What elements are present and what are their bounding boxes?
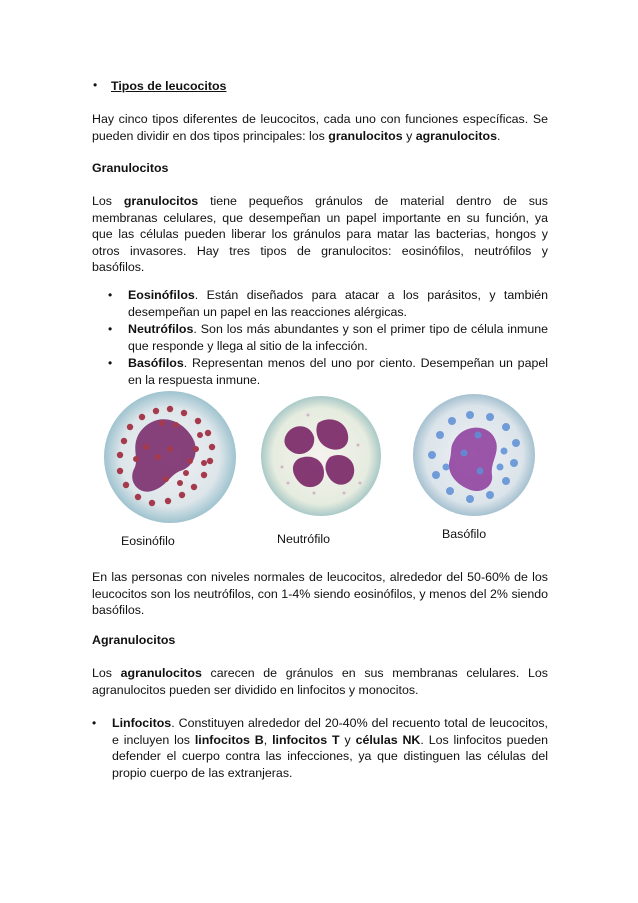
item-text-1: . Constituyen alrededor del 20-40% del recuento total de leucocitos, e incluyen los — [112, 716, 548, 747]
caption-basofilo: Basófilo — [442, 527, 487, 541]
item-text: . Representan menos del uno por ciento. Desempeñan un papel en la respuesta inmune. — [128, 356, 548, 387]
intro-text-2: y — [402, 128, 416, 143]
item-name: Neutrófilos — [128, 322, 194, 336]
gran-text-2: tiene pequeños gránulos de material dentro de sus membranas celulares, que desempeñan un papel importante en su función, ya que las células pueden liberar los gránulos para matar las bacterias, hongos y otros invasores. Hay tres tipos de granulocitos: eosinófilos, neutrófilos y basófilos. — [92, 194, 548, 274]
agran-bold: agranulocitos — [120, 666, 202, 680]
list-item-basofilos — [108, 355, 548, 388]
agranulocitos-list — [92, 715, 548, 781]
bullet-icon: • — [108, 288, 113, 302]
intro-bold-agranulocitos: agranulocitos — [415, 128, 497, 143]
intro-text-3: . — [496, 128, 501, 143]
bullet-icon: • — [108, 322, 113, 336]
eosinophil-image — [100, 387, 240, 527]
item-bold-linfocitos-b: linfocitos B — [194, 732, 264, 747]
intro-bold-granulocitos: granulocitos — [328, 128, 403, 143]
heading-agranulocitos: Agranulocitos — [92, 633, 176, 647]
item-text-2: , — [263, 732, 273, 747]
list-item-eosinofilos — [108, 287, 548, 320]
item-bold-celulas-nk: células NK — [355, 732, 421, 747]
intro-text-1: Hay cinco tipos diferentes de leucocitos, cada uno con funciones específicas. Se pueden dividir en dos tipos principales: los — [92, 112, 548, 143]
item-bold-linfocitos-t: linfocitos T — [272, 732, 340, 747]
bullet-icon: • — [92, 716, 97, 730]
heading-granulocitos: Granulocitos — [92, 161, 169, 175]
section-title: Tipos de leucocitos — [111, 79, 227, 93]
item-text-3: y — [339, 732, 356, 747]
bullet-icon: • — [108, 356, 113, 370]
item-text-4: . Los linfocitos pueden defender el cuerpo contra las infecciones, ya que distinguen las células del propio cuerpo de las extranjeras. — [112, 732, 548, 780]
caption-neutrofilo: Neutrófilo — [277, 532, 331, 546]
item-name: Basófilos — [128, 356, 184, 370]
caption-eosinofilo: Eosinófilo — [121, 534, 175, 548]
item-text: . Son los más abundantes y son el primer tipo de célula inmune que responde y llega al sitio de la infección. — [128, 322, 548, 353]
list-item-linfocitos — [92, 715, 548, 781]
item-text: . Están diseñados para atacar a los parásitos, y también desempeñan un papel en las reacciones alérgicas. — [128, 288, 548, 319]
agran-text-1: Los — [92, 666, 121, 680]
granulocitos-paragraph — [92, 193, 548, 276]
percent-paragraph: En las personas con niveles normales de leucocitos, alrededor del 50-60% de los leucocitos son los neutrófilos, con 1-4% siendo eosinófilos, y menos del 2% siendo basófilos. — [92, 570, 548, 617]
basophil-image — [410, 391, 538, 519]
gran-text-1: Los — [92, 194, 124, 208]
item-name: Linfocitos — [112, 716, 172, 730]
granulocitos-list — [108, 287, 548, 388]
gran-bold: granulocitos — [123, 194, 199, 208]
agranulocitos-paragraph — [92, 665, 548, 698]
neutrophil-image — [258, 393, 384, 519]
item-name: Eosinófilos — [128, 288, 195, 302]
list-item-neutrofilos — [108, 321, 548, 354]
agran-text-2: carecen de gránulos en sus membranas celulares. Los agranulocitos pueden ser dividido en linfocitos y monocitos. — [92, 666, 548, 697]
bullet-icon: • — [93, 78, 98, 92]
intro-paragraph — [92, 111, 548, 144]
cell-images-row — [92, 385, 548, 555]
